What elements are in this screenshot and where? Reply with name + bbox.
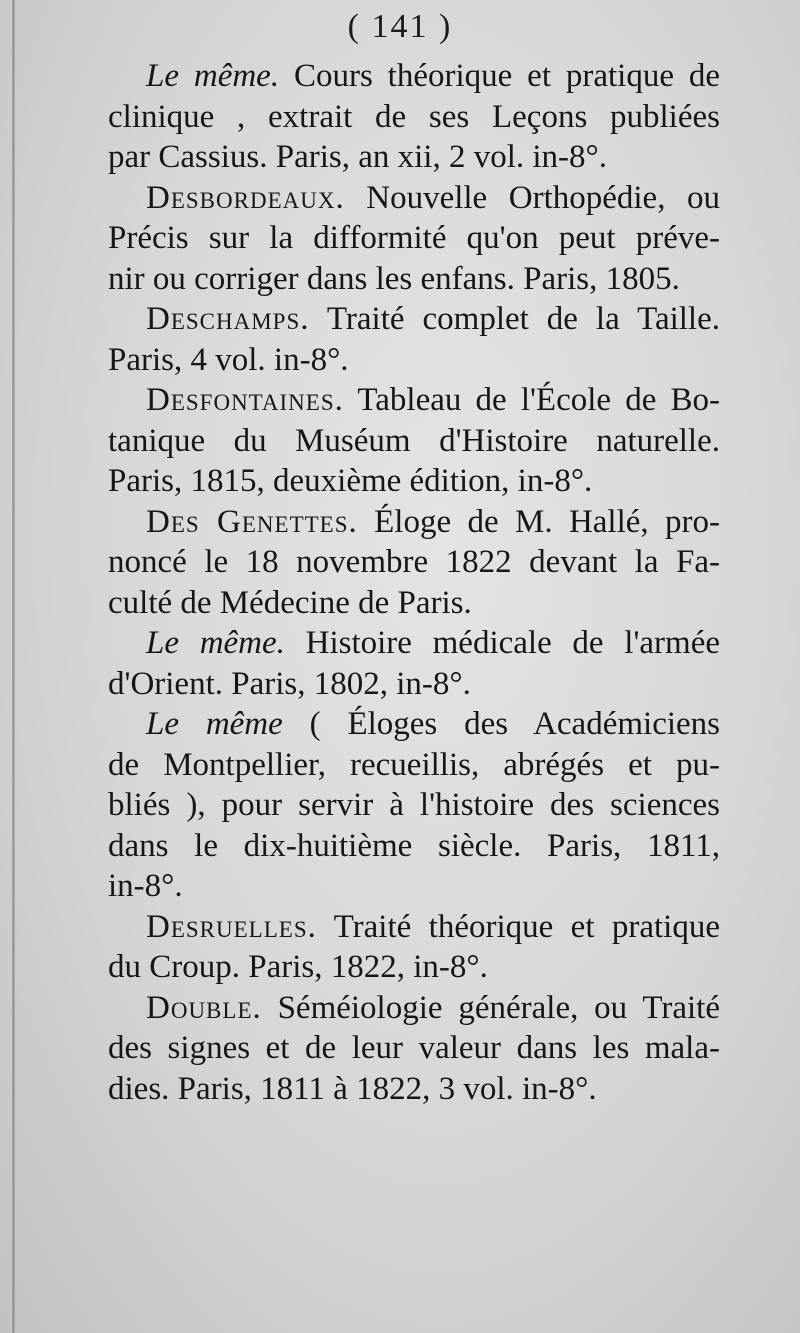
entry-first-line [108,907,720,948]
entry-author: Desbordeaux. [146,179,345,216]
entry-first-line [108,988,720,1029]
entry-line [108,259,720,300]
entry-text: de Montpellier, recueillis, abrégés et pu- [108,746,720,783]
entry-line [108,542,720,583]
entry-text: des signes et de leur valeur dans les mala- [108,1030,720,1066]
entry-first-line [108,380,720,421]
entry-text: d'Orient. Paris, 1802, in-8°. [108,665,471,702]
bibliography-entry [108,704,720,907]
entry-line [108,745,720,786]
entry-first-line [108,623,720,664]
bibliography-entry [108,299,720,380]
bibliography-entry [108,623,720,704]
entry-text: Paris, 1815, deuxième édition, in-8°. [108,463,593,499]
entry-line [108,947,720,988]
entry-first-line [108,178,720,219]
entry-author: Deschamps. [146,301,310,337]
entry-line [108,664,720,705]
entry-text: Traité complet de la Taille. [309,301,720,337]
bibliography-entry [108,380,720,502]
page-spine-shadow [12,0,15,1333]
bibliography-text [108,56,720,1109]
entry-first-line [108,502,720,543]
entry-first-line [108,704,720,745]
bibliography-entry [108,178,720,300]
bibliography-entry [108,988,720,1110]
entry-line [108,340,720,381]
page-number: ( 141 ) [347,8,453,45]
entry-text: noncé le 18 novembre 1822 devant la Fa- [108,544,720,580]
entry-text: clinique , extrait de ses Leçons publiées [108,98,720,135]
entry-author: Le même. [146,625,285,661]
entry-text: Paris, 4 vol. in-8°. [108,341,349,378]
entry-text: bliés ), pour servir à l'histoire des sciences [108,787,720,823]
entry-line [108,218,720,259]
entry-text: du Croup. Paris, 1822, in-8°. [108,949,488,985]
entry-line [108,1069,720,1110]
entry-text: Séméiologie générale, ou Traité [261,989,720,1026]
bibliography-entry [108,502,720,624]
entry-line [108,583,720,624]
entry-line [108,137,720,178]
entry-line [108,461,720,502]
entry-line [108,785,720,826]
entry-first-line [108,56,720,97]
entry-line [108,1028,720,1069]
bibliography-entry [108,56,720,178]
entry-line [108,826,720,867]
entry-text: Histoire médicale de l'armée [284,625,720,661]
entry-text: Éloge de M. Hallé, pro- [357,503,721,540]
entry-author: Double. [146,989,262,1026]
entry-text: Cours théorique et pratique de [279,58,721,94]
entry-text: Tableau de l'École de Bo- [343,382,720,418]
entry-line [108,421,720,462]
entry-text: in-8°. [108,868,183,904]
entry-line [108,866,720,907]
entry-text: ( Éloges des Académiciens [282,706,720,742]
entry-text: par Cassius. Paris, an xii, 2 vol. in-8°. [108,139,607,175]
entry-text: Traité théorique et pratique [316,908,720,945]
entry-text: tanique du Muséum d'Histoire naturelle. [108,422,720,459]
entry-author: Des Genettes. [146,503,358,540]
entry-text: dies. Paris, 1811 à 1822, 3 vol. in-8°. [108,1070,597,1107]
entry-text: nir ou corriger dans les enfans. Paris, 1805. [108,260,680,297]
entry-author: Desfontaines. [146,382,344,418]
entry-first-line [108,299,720,340]
bibliography-entry [108,907,720,988]
entry-text: Nouvelle Orthopédie, ou [344,179,720,216]
entry-author: Le même [146,706,283,742]
entry-text: culté de Médecine de Paris. [108,584,472,621]
entry-author: Desruelles. [146,908,317,945]
entry-text: dans le dix-huitième siècle. Paris, 1811, [108,827,720,864]
entry-line [108,97,720,138]
entry-author: Le même. [146,58,280,94]
entry-text: Précis sur la difformité qu'on peut préve- [108,220,720,256]
